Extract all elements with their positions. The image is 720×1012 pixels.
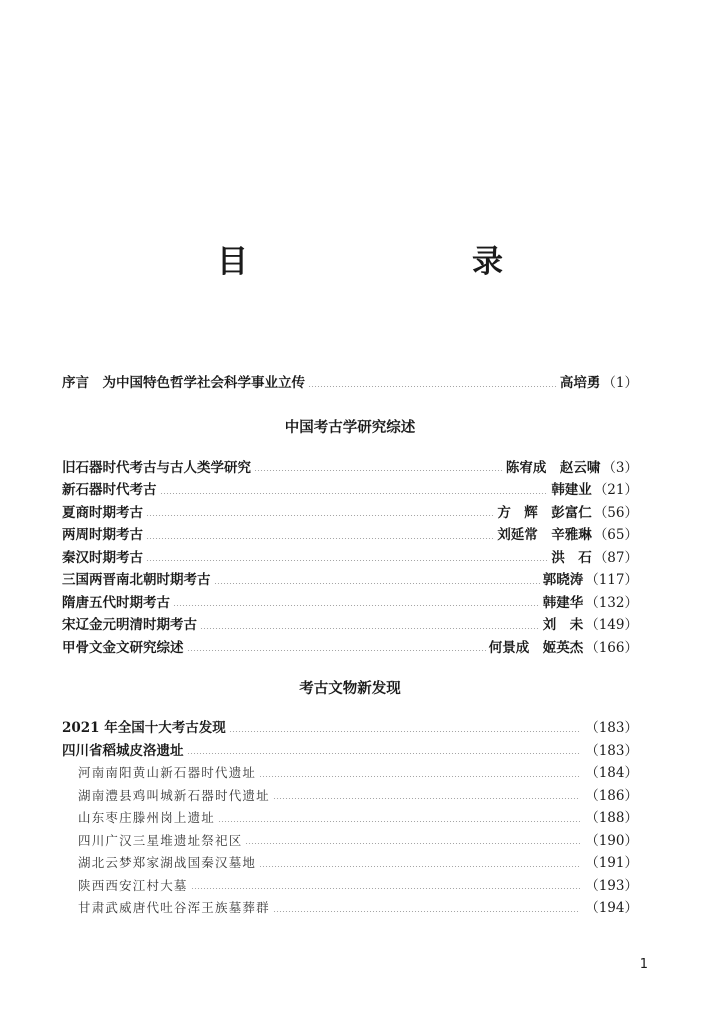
entry-author: 郭晓涛 [542,572,584,588]
entry-title: 陕西西安江村大墓 [78,877,188,893]
entry-title: 2021 年全国十大考古发现 [62,720,226,736]
entry-page: （191） [585,855,638,871]
entry-title: 新石器时代考古 [62,482,157,498]
leader-dots [259,776,580,777]
leader-dots [146,538,494,539]
toc-entry [62,762,638,785]
leader-dots [273,911,580,912]
toc-entry [62,717,638,740]
leader-dots [200,628,540,629]
leader-dots [229,731,580,732]
entry-title: 四川广汉三星堆遗址祭祀区 [78,832,243,848]
entry-author: 何景成 姬英杰 [488,639,584,656]
entry-title: 两周时期考古 [62,527,143,543]
toc-entry [62,614,638,637]
entry-author: 韩建业 [551,482,592,498]
entry-page: （188） [585,810,638,826]
entry-page: （183） [585,720,638,736]
entry-page: （1） [602,375,638,391]
leader-dots [160,493,549,494]
toc-entry [62,457,638,480]
entry-author: 方 辉 彭富仁 [497,504,592,521]
toc-entry [62,852,638,875]
entry-page: （21） [593,482,638,498]
toc-entry [62,897,638,920]
entry-page: （56） [593,504,638,521]
entry-page: （149） [585,617,638,633]
toc-entry [62,479,638,502]
entry-page: （183） [585,742,638,759]
leader-dots [187,650,486,651]
entry-page: （132） [585,594,638,611]
entry-page: （194） [585,900,638,916]
entry-title: 河南南阳黄山新石器时代遗址 [78,765,257,780]
entry-page: （87） [593,549,638,566]
toc-entry [62,830,638,853]
toc-entry [62,637,638,660]
toc-entry [62,785,638,808]
toc-entry [62,807,638,830]
entry-page: （65） [593,527,638,543]
leader-dots [218,821,580,822]
entry-title: 甲骨文金文研究综述 [62,639,184,656]
entry-page: （186） [585,787,638,804]
entry-title: 山东枣庄滕州岗上遗址 [78,810,216,825]
entry-author: 高培勇 [559,375,601,391]
leader-dots [214,583,540,584]
page-title: 目 录 [217,244,557,280]
entry-page: （117） [585,572,638,588]
entry-page: （166） [585,639,638,656]
leader-dots [191,888,581,889]
entry-page: （193） [585,877,638,894]
entry-title: 四川省稻城皮洛遗址 [62,742,184,759]
entry-title: 旧石器时代考古与古人类学研究 [62,459,251,476]
entry-title: 序言 为中国特色哲学社会科学事业立传 [62,375,305,391]
section-heading: 考古文物新发现 [299,681,401,697]
entry-title: 湖南澧县鸡叫城新石器时代遗址 [78,787,270,803]
toc-entry [62,875,638,898]
leader-dots [273,798,580,799]
entry-page: （184） [585,765,638,781]
entry-title: 宋辽金元明清时期考古 [62,617,197,633]
toc-entry-preface [62,372,638,395]
leader-dots [187,753,581,754]
leader-dots [259,866,580,867]
entry-author: 陈宥成 赵云啸 [505,459,601,476]
leader-dots [173,605,540,606]
leader-dots [308,386,557,387]
toc-entry [62,569,638,592]
entry-page: （190） [585,832,638,849]
entry-title: 隋唐五代时期考古 [62,594,170,611]
toc-entry [62,524,638,547]
entry-title: 湖北云梦郑家湖战国秦汉墓地 [78,855,257,870]
toc-entry [62,502,638,525]
section-heading: 中国考古学研究综述 [284,419,416,436]
entry-author: 韩建华 [542,594,584,611]
toc-sections [62,415,638,920]
leader-dots [245,843,580,844]
entry-title: 三国两晋南北朝时期考古 [62,572,211,588]
toc-entry [62,547,638,570]
toc-entry [62,740,638,763]
entry-author: 刘 未 [542,617,584,633]
entry-author: 洪 石 [551,549,592,566]
entry-title: 甘肃武威唐代吐谷浑王族墓葬群 [78,900,270,915]
page-number: 1 [639,957,648,972]
entry-title: 夏商时期考古 [62,504,143,521]
leader-dots [146,515,494,516]
table-of-contents [62,372,638,920]
leader-dots [146,560,548,561]
entry-page: （3） [602,459,638,476]
leader-dots [254,470,503,471]
entry-author: 刘延常 辛雅琳 [497,527,592,543]
toc-entry [62,592,638,615]
entry-title: 秦汉时期考古 [62,549,143,566]
